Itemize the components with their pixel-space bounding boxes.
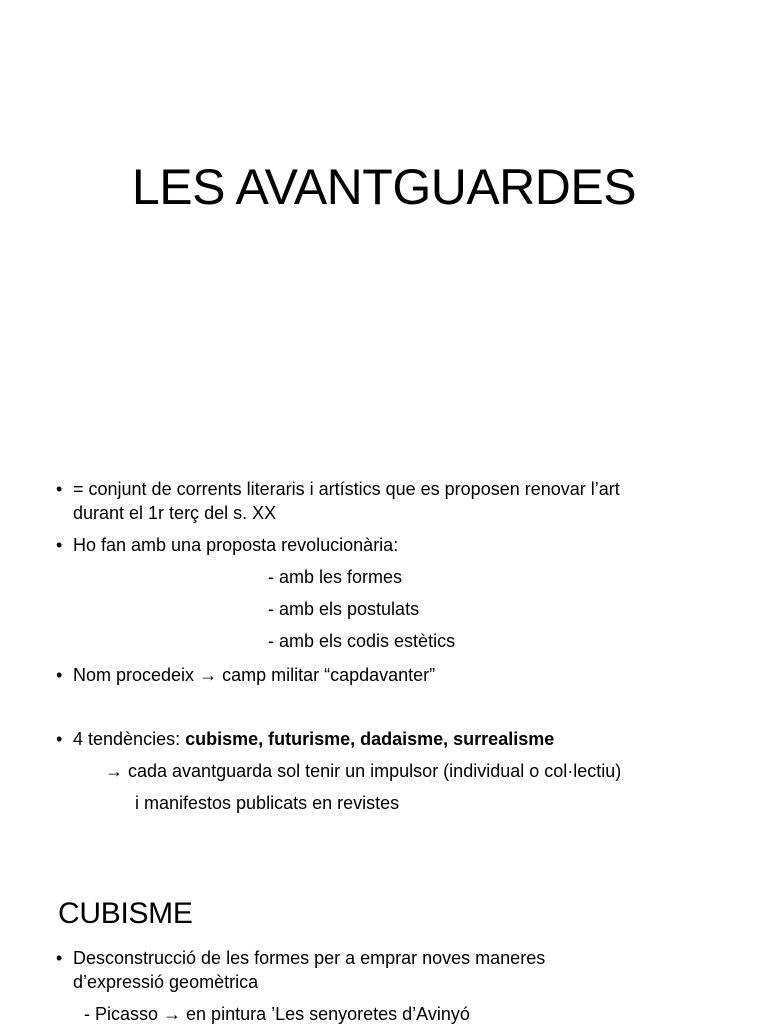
arrow-icon: → (163, 1004, 182, 1024)
arrow-icon: → (199, 665, 218, 685)
nom-line (73, 664, 435, 686)
proposta-line: Ho fan amb una proposta revolucionària: (73, 535, 399, 555)
sub-item-codis: - amb els codis estètics (268, 631, 456, 651)
bullet-marker: • (56, 479, 63, 499)
definition-slide (0, 450, 768, 850)
slide-title: LES AVANTGUARDES (131, 159, 637, 215)
impulsor-text: cada avantguarda sol tenir un impulsor (individual o col·lectiu) (123, 761, 622, 781)
cubisme-line-2: d’expressió geomètrica (73, 972, 259, 992)
manifestos-line: i manifestos publicats en revistes (135, 793, 400, 813)
arrow-icon: → (105, 761, 123, 781)
picasso-work-text: en pintura ’Les senyoretes d’Avinyó (181, 1004, 470, 1024)
cubisme-slide (0, 876, 768, 1024)
bullet-marker: • (56, 729, 63, 749)
bullet-marker: • (56, 948, 63, 968)
bullet-marker: • (56, 665, 63, 685)
picasso-line (84, 1003, 470, 1025)
definition-line-2: durant el 1r terç del s. XX (73, 503, 277, 523)
definition-line-1: = conjunt de corrents literaris i artístics que es proposen renovar l’art (73, 479, 620, 499)
sub-item-postulats: - amb els postulats (268, 599, 420, 619)
nom-text: Nom procedeix (73, 665, 200, 685)
impulsor-line (105, 760, 621, 782)
tendencies-list: cubisme, futurisme, dadaisme, surrealisme (185, 729, 555, 749)
nom-origin-text: camp militar “capdavanter” (217, 665, 436, 685)
picasso-text: - Picasso (84, 1004, 164, 1024)
sub-item-formes: - amb les formes (268, 567, 403, 587)
section-heading: CUBISME (58, 897, 193, 930)
tendencies-line (73, 728, 554, 750)
tendencies-label: 4 tendències: (73, 729, 186, 749)
cubisme-line-1: Desconstrucció de les formes per a emprar noves maneres (73, 948, 546, 968)
bullet-marker: • (56, 535, 63, 555)
